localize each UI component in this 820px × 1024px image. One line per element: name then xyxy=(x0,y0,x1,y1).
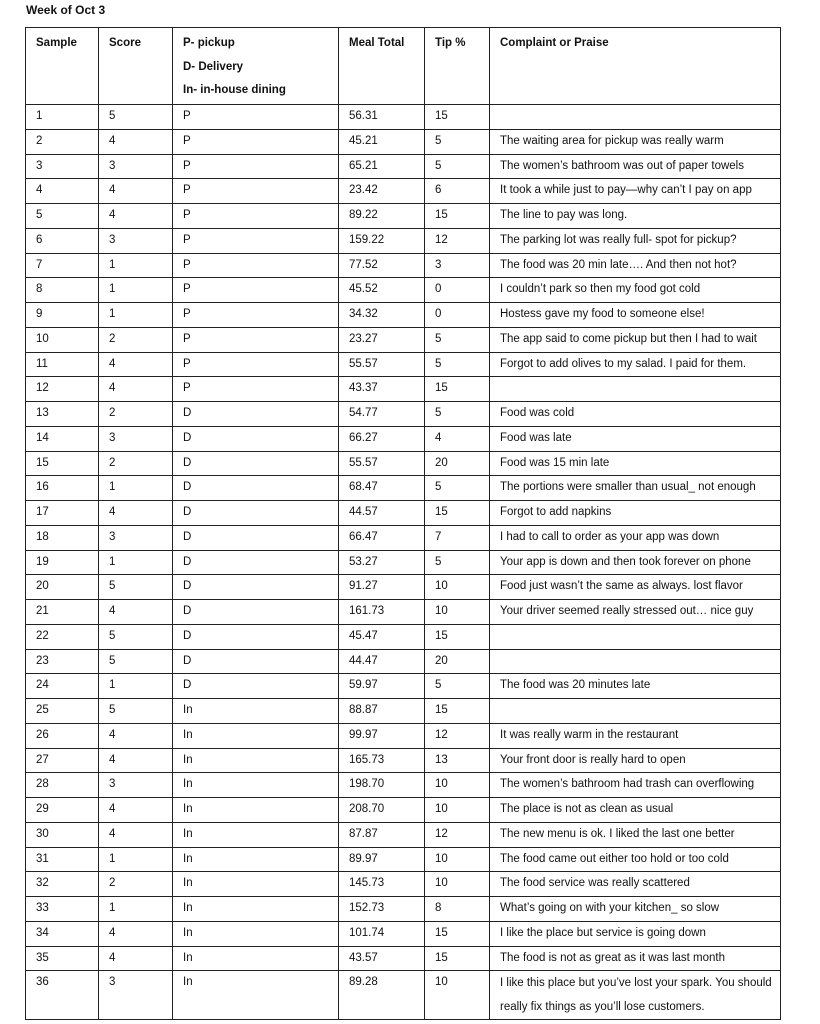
cell-score: 4 xyxy=(99,377,173,402)
cell-score: 2 xyxy=(99,872,173,897)
cell-score: 4 xyxy=(99,946,173,971)
cell-order-type: P xyxy=(173,377,339,402)
cell-tip: 4 xyxy=(425,426,490,451)
cell-tip: 12 xyxy=(425,228,490,253)
cell-tip: 5 xyxy=(425,550,490,575)
header-row xyxy=(26,28,781,105)
cell-meal-total: 66.27 xyxy=(339,426,425,451)
cell-order-type: In xyxy=(173,971,339,1020)
cell-comment xyxy=(490,649,781,674)
cell-meal-total: 43.37 xyxy=(339,377,425,402)
cell-score: 4 xyxy=(99,600,173,625)
cell-meal-total: 159.22 xyxy=(339,228,425,253)
cell-order-type: In xyxy=(173,921,339,946)
cell-comment: Food just wasn’t the same as always. lost flavor xyxy=(490,575,781,600)
table-row xyxy=(26,525,781,550)
cell-meal-total: 54.77 xyxy=(339,402,425,427)
cell-sample: 35 xyxy=(26,946,99,971)
header-type-line: In- in-house dining xyxy=(183,84,286,97)
cell-tip: 15 xyxy=(425,501,490,526)
cell-order-type: D xyxy=(173,476,339,501)
table-row xyxy=(26,872,781,897)
cell-score: 1 xyxy=(99,674,173,699)
table-row xyxy=(26,674,781,699)
cell-order-type: In xyxy=(173,723,339,748)
cell-tip: 3 xyxy=(425,253,490,278)
cell-comment: It took a while just to pay—why can’t I pay on app xyxy=(490,179,781,204)
header-meal-total: Meal Total xyxy=(339,28,425,105)
cell-tip: 5 xyxy=(425,129,490,154)
cell-order-type: P xyxy=(173,303,339,328)
cell-sample: 33 xyxy=(26,897,99,922)
cell-score: 5 xyxy=(99,649,173,674)
cell-order-type: In xyxy=(173,748,339,773)
cell-sample: 3 xyxy=(26,154,99,179)
cell-sample: 26 xyxy=(26,723,99,748)
cell-sample: 4 xyxy=(26,179,99,204)
cell-meal-total: 44.47 xyxy=(339,649,425,674)
table-row xyxy=(26,228,781,253)
cell-score: 4 xyxy=(99,798,173,823)
cell-score: 3 xyxy=(99,154,173,179)
cell-meal-total: 89.28 xyxy=(339,971,425,1020)
cell-score: 1 xyxy=(99,278,173,303)
cell-sample: 28 xyxy=(26,773,99,798)
cell-order-type: D xyxy=(173,600,339,625)
cell-score: 5 xyxy=(99,575,173,600)
cell-meal-total: 23.27 xyxy=(339,327,425,352)
cell-score: 2 xyxy=(99,327,173,352)
cell-score: 4 xyxy=(99,748,173,773)
cell-sample: 12 xyxy=(26,377,99,402)
cell-tip: 15 xyxy=(425,946,490,971)
cell-meal-total: 99.97 xyxy=(339,723,425,748)
cell-score: 3 xyxy=(99,773,173,798)
cell-sample: 14 xyxy=(26,426,99,451)
cell-tip: 12 xyxy=(425,822,490,847)
table-row xyxy=(26,748,781,773)
table-row xyxy=(26,105,781,130)
cell-tip: 10 xyxy=(425,798,490,823)
cell-meal-total: 89.97 xyxy=(339,847,425,872)
cell-comment xyxy=(490,105,781,130)
header-comment: Complaint or Praise xyxy=(490,28,781,105)
table-row xyxy=(26,897,781,922)
cell-order-type: D xyxy=(173,402,339,427)
cell-score: 2 xyxy=(99,402,173,427)
cell-comment: The food was 20 min late…. And then not hot? xyxy=(490,253,781,278)
cell-comment: The portions were smaller than usual_ not enough xyxy=(490,476,781,501)
cell-score: 3 xyxy=(99,971,173,1020)
table-row xyxy=(26,773,781,798)
table-row xyxy=(26,971,781,1020)
cell-sample: 16 xyxy=(26,476,99,501)
cell-tip: 12 xyxy=(425,723,490,748)
cell-order-type: In xyxy=(173,897,339,922)
table-row xyxy=(26,600,781,625)
cell-tip: 15 xyxy=(425,921,490,946)
cell-meal-total: 43.57 xyxy=(339,946,425,971)
cell-order-type: P xyxy=(173,154,339,179)
cell-tip: 15 xyxy=(425,699,490,724)
table-row xyxy=(26,822,781,847)
cell-meal-total: 198.70 xyxy=(339,773,425,798)
table-row xyxy=(26,501,781,526)
cell-meal-total: 145.73 xyxy=(339,872,425,897)
cell-score: 4 xyxy=(99,179,173,204)
cell-tip: 5 xyxy=(425,476,490,501)
cell-score: 4 xyxy=(99,723,173,748)
cell-sample: 30 xyxy=(26,822,99,847)
table-row xyxy=(26,154,781,179)
table-row xyxy=(26,921,781,946)
cell-comment: It was really warm in the restaurant xyxy=(490,723,781,748)
cell-order-type: P xyxy=(173,179,339,204)
cell-tip: 10 xyxy=(425,872,490,897)
cell-meal-total: 66.47 xyxy=(339,525,425,550)
cell-comment: The food is not as great as it was last month xyxy=(490,946,781,971)
cell-score: 4 xyxy=(99,822,173,847)
cell-tip: 10 xyxy=(425,600,490,625)
cell-meal-total: 68.47 xyxy=(339,476,425,501)
feedback-table xyxy=(25,27,781,1020)
table-row xyxy=(26,352,781,377)
cell-score: 3 xyxy=(99,228,173,253)
header-tip: Tip % xyxy=(425,28,490,105)
table-row xyxy=(26,624,781,649)
table-row xyxy=(26,649,781,674)
cell-order-type: P xyxy=(173,253,339,278)
cell-sample: 18 xyxy=(26,525,99,550)
cell-comment: Food was late xyxy=(490,426,781,451)
cell-meal-total: 59.97 xyxy=(339,674,425,699)
table-row xyxy=(26,426,781,451)
cell-comment: Forgot to add olives to my salad. I paid for them. xyxy=(490,352,781,377)
cell-meal-total: 23.42 xyxy=(339,179,425,204)
cell-meal-total: 161.73 xyxy=(339,600,425,625)
cell-order-type: In xyxy=(173,699,339,724)
cell-sample: 23 xyxy=(26,649,99,674)
cell-meal-total: 208.70 xyxy=(339,798,425,823)
cell-comment: The food service was really scattered xyxy=(490,872,781,897)
header-type-line: D- Delivery xyxy=(183,60,244,73)
cell-tip: 7 xyxy=(425,525,490,550)
cell-sample: 8 xyxy=(26,278,99,303)
table-row xyxy=(26,847,781,872)
page-title: Week of Oct 3 xyxy=(26,3,106,17)
cell-comment: The new menu is ok. I liked the last one better xyxy=(490,822,781,847)
cell-comment: The place is not as clean as usual xyxy=(490,798,781,823)
cell-comment: The food was 20 minutes late xyxy=(490,674,781,699)
cell-score: 1 xyxy=(99,897,173,922)
cell-comment: What’s going on with your kitchen_ so slow xyxy=(490,897,781,922)
cell-order-type: In xyxy=(173,847,339,872)
cell-sample: 2 xyxy=(26,129,99,154)
cell-order-type: D xyxy=(173,575,339,600)
cell-score: 4 xyxy=(99,501,173,526)
cell-tip: 8 xyxy=(425,897,490,922)
table-row xyxy=(26,377,781,402)
cell-score: 5 xyxy=(99,105,173,130)
cell-sample: 24 xyxy=(26,674,99,699)
cell-comment: Hostess gave my food to someone else! xyxy=(490,303,781,328)
cell-order-type: D xyxy=(173,451,339,476)
cell-order-type: In xyxy=(173,872,339,897)
cell-comment: The women’s bathroom had trash can overflowing xyxy=(490,773,781,798)
cell-tip: 15 xyxy=(425,204,490,229)
cell-order-type: In xyxy=(173,822,339,847)
cell-sample: 21 xyxy=(26,600,99,625)
cell-meal-total: 165.73 xyxy=(339,748,425,773)
cell-sample: 10 xyxy=(26,327,99,352)
cell-tip: 20 xyxy=(425,649,490,674)
cell-comment: Your front door is really hard to open xyxy=(490,748,781,773)
cell-comment: Your driver seemed really stressed out… nice guy xyxy=(490,600,781,625)
cell-meal-total: 34.32 xyxy=(339,303,425,328)
cell-sample: 5 xyxy=(26,204,99,229)
cell-tip: 20 xyxy=(425,451,490,476)
table-row xyxy=(26,278,781,303)
cell-comment: The food came out either too hold or too cold xyxy=(490,847,781,872)
table-row xyxy=(26,253,781,278)
cell-comment: The women’s bathroom was out of paper towels xyxy=(490,154,781,179)
table-row xyxy=(26,476,781,501)
cell-tip: 5 xyxy=(425,674,490,699)
cell-comment: The parking lot was really full- spot for pickup? xyxy=(490,228,781,253)
cell-tip: 5 xyxy=(425,352,490,377)
table-row xyxy=(26,204,781,229)
cell-sample: 13 xyxy=(26,402,99,427)
cell-order-type: D xyxy=(173,501,339,526)
cell-comment: Forgot to add napkins xyxy=(490,501,781,526)
cell-comment: The app said to come pickup but then I had to wait xyxy=(490,327,781,352)
cell-sample: 1 xyxy=(26,105,99,130)
table-row xyxy=(26,402,781,427)
header-sample: Sample xyxy=(26,28,99,105)
cell-tip: 5 xyxy=(425,402,490,427)
cell-score: 1 xyxy=(99,303,173,328)
cell-comment: I like this place but you’ve lost your spark. You should really fix things as you’ll lose customers. xyxy=(490,971,781,1020)
header-score: Score xyxy=(99,28,173,105)
cell-comment: Food was cold xyxy=(490,402,781,427)
table-row xyxy=(26,129,781,154)
cell-tip: 15 xyxy=(425,624,490,649)
table-row xyxy=(26,451,781,476)
cell-score: 3 xyxy=(99,426,173,451)
cell-meal-total: 45.52 xyxy=(339,278,425,303)
cell-meal-total: 65.21 xyxy=(339,154,425,179)
cell-order-type: P xyxy=(173,105,339,130)
cell-meal-total: 55.57 xyxy=(339,352,425,377)
cell-order-type: D xyxy=(173,624,339,649)
table-row xyxy=(26,798,781,823)
cell-sample: 15 xyxy=(26,451,99,476)
table-row xyxy=(26,575,781,600)
table-row xyxy=(26,327,781,352)
cell-tip: 10 xyxy=(425,773,490,798)
cell-sample: 34 xyxy=(26,921,99,946)
cell-tip: 0 xyxy=(425,278,490,303)
cell-order-type: In xyxy=(173,798,339,823)
cell-tip: 10 xyxy=(425,575,490,600)
cell-tip: 13 xyxy=(425,748,490,773)
cell-comment xyxy=(490,377,781,402)
table-row xyxy=(26,723,781,748)
cell-meal-total: 101.74 xyxy=(339,921,425,946)
cell-order-type: D xyxy=(173,525,339,550)
cell-score: 1 xyxy=(99,847,173,872)
cell-sample: 17 xyxy=(26,501,99,526)
cell-sample: 7 xyxy=(26,253,99,278)
cell-tip: 15 xyxy=(425,377,490,402)
cell-comment: The line to pay was long. xyxy=(490,204,781,229)
cell-order-type: P xyxy=(173,129,339,154)
cell-sample: 20 xyxy=(26,575,99,600)
cell-order-type: D xyxy=(173,674,339,699)
cell-sample: 25 xyxy=(26,699,99,724)
cell-score: 2 xyxy=(99,451,173,476)
cell-order-type: P xyxy=(173,327,339,352)
cell-meal-total: 77.52 xyxy=(339,253,425,278)
cell-meal-total: 45.21 xyxy=(339,129,425,154)
cell-score: 1 xyxy=(99,476,173,501)
cell-tip: 10 xyxy=(425,847,490,872)
cell-tip: 0 xyxy=(425,303,490,328)
cell-sample: 27 xyxy=(26,748,99,773)
cell-tip: 10 xyxy=(425,971,490,1020)
cell-tip: 5 xyxy=(425,154,490,179)
cell-order-type: In xyxy=(173,773,339,798)
table-row xyxy=(26,946,781,971)
cell-order-type: P xyxy=(173,204,339,229)
cell-meal-total: 89.22 xyxy=(339,204,425,229)
header-type xyxy=(173,28,339,105)
cell-meal-total: 44.57 xyxy=(339,501,425,526)
header-type-line: P- pickup xyxy=(183,37,235,49)
cell-sample: 36 xyxy=(26,971,99,1020)
cell-score: 4 xyxy=(99,204,173,229)
cell-meal-total: 91.27 xyxy=(339,575,425,600)
cell-comment: I couldn’t park so then my food got cold xyxy=(490,278,781,303)
cell-order-type: In xyxy=(173,946,339,971)
cell-comment: I like the place but service is going down xyxy=(490,921,781,946)
cell-tip: 5 xyxy=(425,327,490,352)
cell-sample: 31 xyxy=(26,847,99,872)
cell-score: 4 xyxy=(99,352,173,377)
cell-sample: 19 xyxy=(26,550,99,575)
cell-order-type: D xyxy=(173,426,339,451)
cell-comment: I had to call to order as your app was down xyxy=(490,525,781,550)
cell-order-type: D xyxy=(173,550,339,575)
cell-score: 3 xyxy=(99,525,173,550)
cell-meal-total: 55.57 xyxy=(339,451,425,476)
cell-comment: Your app is down and then took forever on phone xyxy=(490,550,781,575)
cell-sample: 29 xyxy=(26,798,99,823)
table-row xyxy=(26,303,781,328)
cell-comment xyxy=(490,699,781,724)
cell-meal-total: 45.47 xyxy=(339,624,425,649)
cell-tip: 15 xyxy=(425,105,490,130)
cell-sample: 11 xyxy=(26,352,99,377)
table-row xyxy=(26,550,781,575)
cell-score: 4 xyxy=(99,129,173,154)
cell-order-type: P xyxy=(173,352,339,377)
cell-score: 1 xyxy=(99,253,173,278)
cell-sample: 32 xyxy=(26,872,99,897)
cell-score: 1 xyxy=(99,550,173,575)
cell-meal-total: 56.31 xyxy=(339,105,425,130)
cell-comment: Food was 15 min late xyxy=(490,451,781,476)
cell-meal-total: 88.87 xyxy=(339,699,425,724)
cell-order-type: P xyxy=(173,278,339,303)
cell-sample: 6 xyxy=(26,228,99,253)
table-row xyxy=(26,179,781,204)
cell-sample: 22 xyxy=(26,624,99,649)
cell-meal-total: 152.73 xyxy=(339,897,425,922)
cell-comment xyxy=(490,624,781,649)
cell-meal-total: 53.27 xyxy=(339,550,425,575)
table-row xyxy=(26,699,781,724)
cell-score: 4 xyxy=(99,921,173,946)
cell-comment: The waiting area for pickup was really warm xyxy=(490,129,781,154)
cell-order-type: D xyxy=(173,649,339,674)
cell-sample: 9 xyxy=(26,303,99,328)
cell-tip: 6 xyxy=(425,179,490,204)
cell-meal-total: 87.87 xyxy=(339,822,425,847)
cell-order-type: P xyxy=(173,228,339,253)
cell-score: 5 xyxy=(99,699,173,724)
cell-score: 5 xyxy=(99,624,173,649)
